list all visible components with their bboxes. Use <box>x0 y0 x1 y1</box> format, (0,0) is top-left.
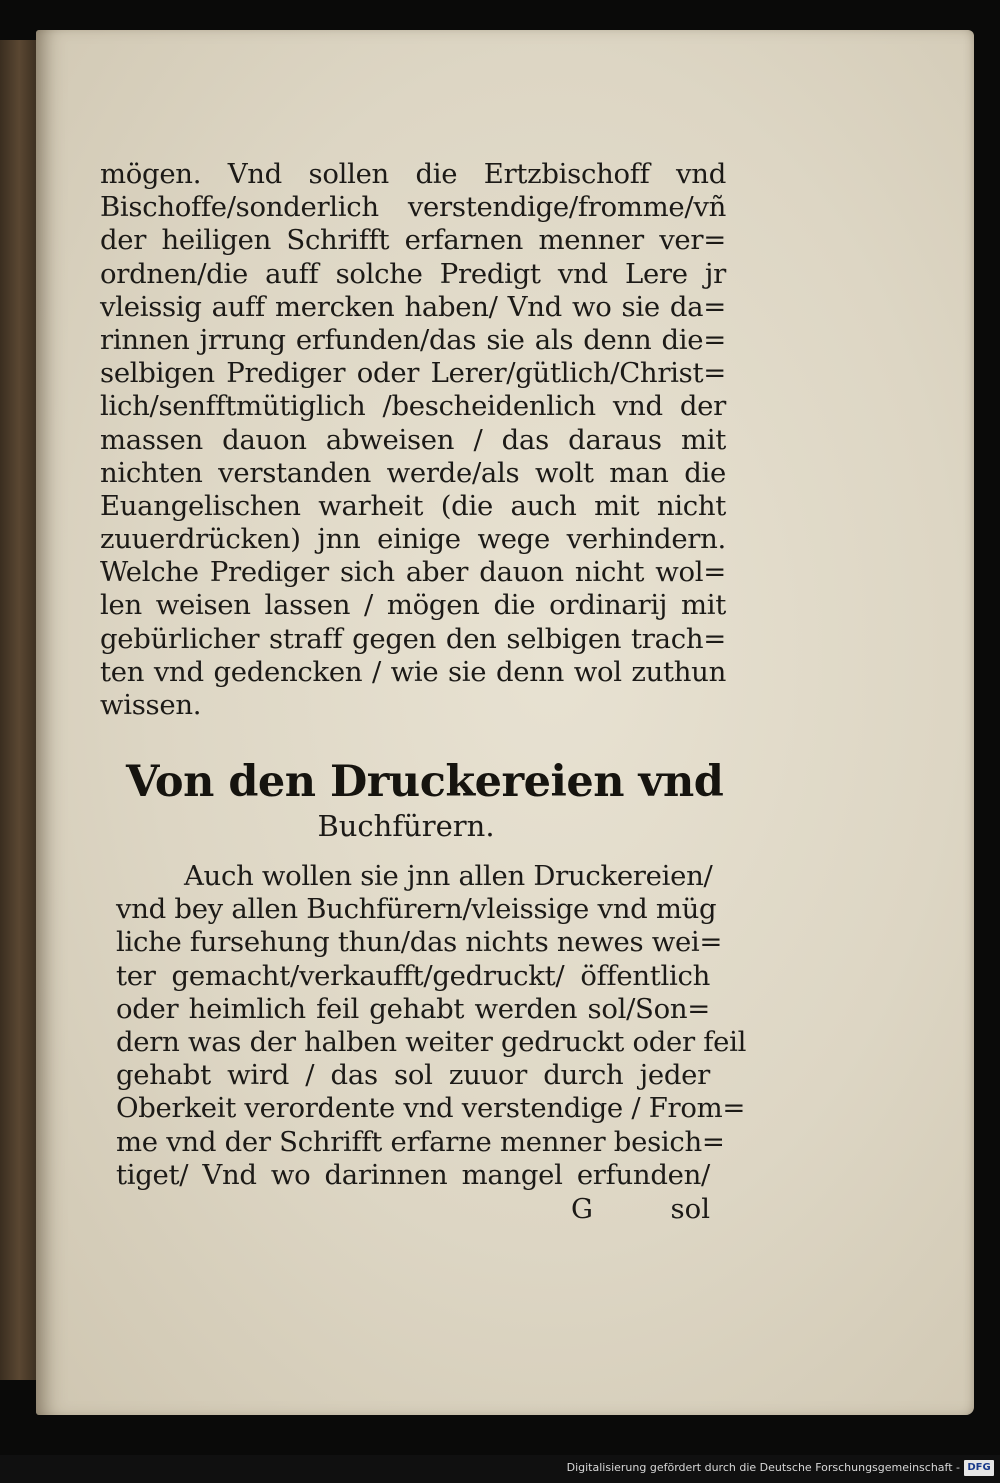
text-line: Bischoffe/sonderlich verstendige/fromme/vñ <box>100 191 726 224</box>
text-line: selbigen Prediger oder Lerer/gütlich/Christ= <box>100 357 726 390</box>
page-footer-marks <box>116 1192 710 1226</box>
catchword: sol <box>670 1193 710 1225</box>
dfg-logo: DFG <box>964 1460 994 1476</box>
text-line: ter gemacht/verkaufft/gedruckt/ öffentlich <box>116 959 710 992</box>
section-heading: Von den Druckereien vnd <box>126 757 724 807</box>
text-line: dern was der halben weiter gedruckt oder feil <box>116 1025 747 1058</box>
text-line: ordnen/die auff solche Predigt vnd Lere jr <box>100 257 726 290</box>
text-line: gehabt wird / das sol zuuor durch jeder <box>116 1059 710 1092</box>
text-line: lich/senfftmütiglich /bescheidenlich vnd der <box>100 390 726 423</box>
text-line: wissen. <box>100 689 202 721</box>
paragraph-1 <box>100 158 726 722</box>
text-line: massen dauon abweisen / das daraus mit <box>100 423 726 456</box>
text-line: oder heimlich feil gehabt werden sol/Son= <box>116 992 710 1025</box>
text-line: liche fursehung thun/das nichts newes wei= <box>116 926 723 959</box>
text-line: me vnd der Schrifft erfarne menner besich= <box>116 1125 725 1158</box>
book-page <box>36 30 974 1415</box>
text-line: zuuerdrücken) jnn einige wege verhindern. <box>100 523 726 556</box>
text-line: tiget/ Vnd wo darinnen mangel erfunden/ <box>116 1158 710 1191</box>
text-line: Euangelischen warheit (die auch mit nicht <box>100 489 726 522</box>
text-line: Welche Prediger sich aber dauon nicht wol= <box>100 556 726 589</box>
text-line: Auch wollen sie jnn allen Druckereien/ <box>184 860 713 892</box>
text-line: ten vnd gedencken / wie sie denn wol zuthun <box>100 655 726 688</box>
paragraph-2 <box>116 860 747 1192</box>
text-line: mögen. Vnd sollen die Ertzbischoff vnd <box>100 158 726 190</box>
credit-bar <box>0 1455 1000 1483</box>
text-line: Oberkeit verordente vnd verstendige / From= <box>116 1092 746 1125</box>
text-line: gebürlicher straff gegen den selbigen trach= <box>100 622 726 655</box>
signature-mark: G <box>571 1193 593 1225</box>
text-line: der heiligen Schrifft erfarnen menner ver= <box>100 224 726 257</box>
funding-credit: Digitalisierung gefördert durch die Deutsche Forschungsgemeinschaft - <box>566 1461 960 1474</box>
text-line: vleissig auff mercken haben/ Vnd wo sie da= <box>100 290 726 323</box>
text-line: vnd bey allen Buchfürern/vleissige vnd müg <box>116 893 717 926</box>
text-line: nichten verstanden werde/als wolt man die <box>100 456 726 489</box>
text-line: rinnen jrrung erfunden/das sie als denn die= <box>100 323 726 356</box>
section-heading-continuation: Buchfürern. <box>317 809 495 843</box>
text-line: len weisen lassen / mögen die ordinarij mit <box>100 589 726 622</box>
